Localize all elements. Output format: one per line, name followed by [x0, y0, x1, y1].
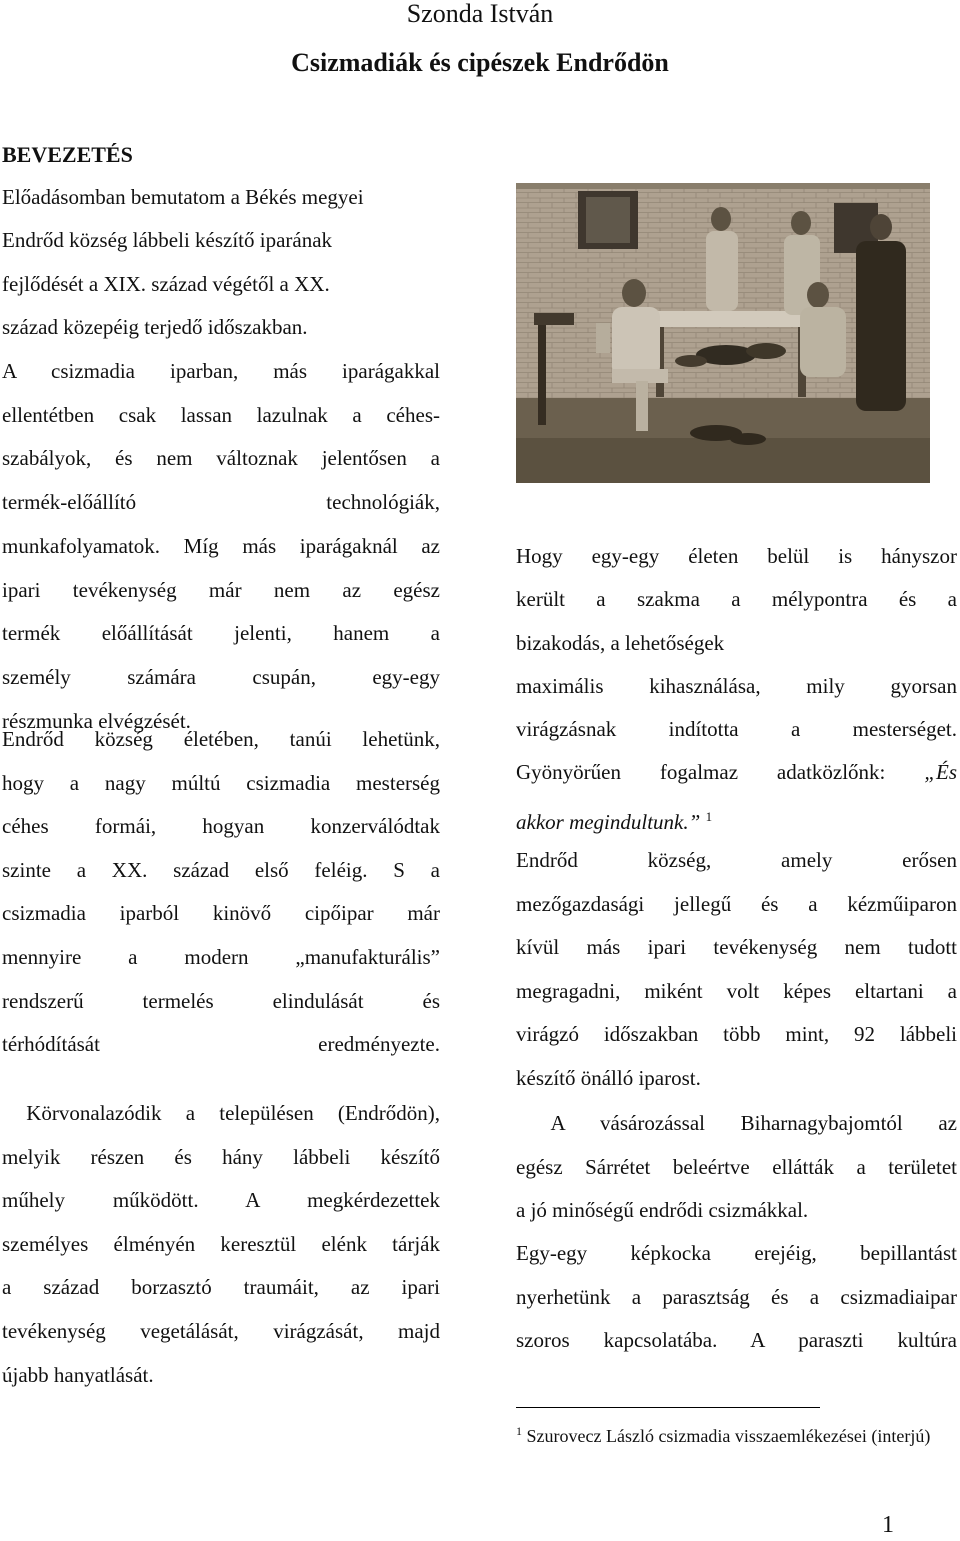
text-line: Endrőd község életében, tanúi lehetünk, [2, 727, 440, 751]
text-line: csizmadia iparból kinövő cipőipar már [2, 901, 440, 926]
section-heading: BEVEZETÉS [2, 142, 133, 167]
text-line: A csizmadia iparban, más iparágakkal [2, 359, 440, 383]
right-paragraph-3 [516, 1102, 957, 1233]
text-line: egész Sárrétet beleértve ellátták a területet [516, 1154, 957, 1179]
text-line: a század borzasztó traumáit, az ipari [2, 1275, 440, 1300]
footnote [516, 1420, 956, 1448]
text-line: szoros kapcsolatába. A paraszti kultúra [516, 1328, 957, 1353]
text-line: ipari tevékenység már nem az egész [2, 577, 440, 602]
text-line: került a szakma a mélypontra és a [516, 587, 957, 612]
text-line: személyes élményén keresztül elénk tárják [2, 1231, 440, 1256]
document-title: Csizmadiák és cipészek Endrődön [291, 48, 669, 77]
text-line: melyik részen és hány lábbeli készítő [2, 1144, 440, 1169]
text-line: tevékenység vegetálását, virágzását, majd [2, 1318, 440, 1343]
workshop-photo [516, 183, 930, 483]
left-paragraph-1 [2, 176, 440, 349]
text-line: térhódítását eredményezte. [2, 1032, 440, 1057]
text-line: munkafolyamatok. Míg más iparágaknál az [2, 533, 440, 558]
text-line: szabályok, és nem változnak jelentősen a [2, 446, 440, 471]
text-line: személy számára csupán, egy-egy [2, 664, 440, 689]
text-line: század közepéig terjedő időszakban. [2, 314, 308, 339]
text-line: virágzó időszakban több mint, 92 lábbeli [516, 1022, 957, 1047]
text-line: Körvonalazódik a településen (Endrődön), [2, 1101, 440, 1125]
text-line: készítő önálló iparost. [516, 1065, 701, 1090]
text-line: ellentétben csak lassan lazulnak a céhes- [2, 402, 440, 427]
text-line: kívül más ipari tevékenység nem tudott [516, 935, 957, 960]
text-line: műhely működött. A megkérdezettek [2, 1188, 440, 1213]
text-line: virágzásnak indította a mesterséget. [516, 717, 957, 742]
page-number: 1 [882, 1512, 894, 1538]
text-line: maximális kihasználása, mily gyorsan [516, 673, 957, 698]
footnote-divider [516, 1407, 820, 1408]
text-line: Endrőd község, amely erősen [516, 848, 957, 872]
text-line: a jó minőségű endrődi csizmákkal. [516, 1198, 809, 1223]
text-line: hogy a nagy múltú csizmadia mesterség [2, 770, 440, 795]
text-span: Gyönyörűen fogalmaz adatközlőnk: [516, 760, 925, 785]
text-line: bizakodás, a lehetőségek [516, 630, 725, 655]
text-line [516, 751, 957, 794]
footnote-reference[interactable]: 1 [705, 808, 713, 824]
text-line: újabb hanyatlását. [2, 1362, 154, 1387]
text-line: rendszerű termelés elindulását és [2, 988, 440, 1013]
text-line: mennyire a modern „manufakturális” [2, 944, 440, 969]
text-line [516, 795, 957, 844]
text-line: mezőgazdasági jellegű és a kézműiparon [516, 891, 957, 916]
text-line: megragadni, miként volt képes eltartani a [516, 978, 957, 1003]
left-paragraph-4 [2, 1092, 440, 1397]
right-paragraph-4 [516, 1232, 957, 1363]
footnote-number: 1 [516, 1424, 522, 1438]
text-line: szinte a XX. század első feléig. S a [2, 857, 440, 882]
quote-end: akkor megindultunk.” [516, 809, 701, 834]
text-line: részmunka elvégzését. [2, 708, 191, 733]
left-paragraph-3 [2, 718, 440, 1067]
text-line: céhes formái, hogyan konzerválódtak [2, 814, 440, 839]
right-paragraph-2 [516, 839, 957, 1101]
footnote-text: Szurovecz László csizmadia visszaemlékezései (interjú) [526, 1426, 931, 1446]
author-name: Szonda István [406, 0, 554, 28]
text-line: termék-előállító technológiák, [2, 490, 440, 515]
text-line: Hogy egy-egy életen belül is hányszor [516, 544, 957, 568]
quote-start: „És [924, 760, 957, 785]
text-line: Egy-egy képkocka erejéig, bepillantást [516, 1241, 957, 1265]
text-line: Endrőd község lábbeli készítő iparának [2, 228, 333, 253]
right-paragraph-1 [516, 535, 957, 844]
text-line: nyerhetünk a parasztság és a csizmadiaipar [516, 1284, 957, 1309]
text-line: fejlődését a XIX. század végétől a XX. [2, 271, 330, 296]
text-line: Előadásomban bemutatom a Békés megyei [2, 185, 364, 209]
left-paragraph-2 [2, 350, 440, 743]
text-line: termék előállítását jelenti, hanem a [2, 621, 440, 646]
text-line: A vásározással Biharnagybajomtól az [516, 1111, 957, 1135]
